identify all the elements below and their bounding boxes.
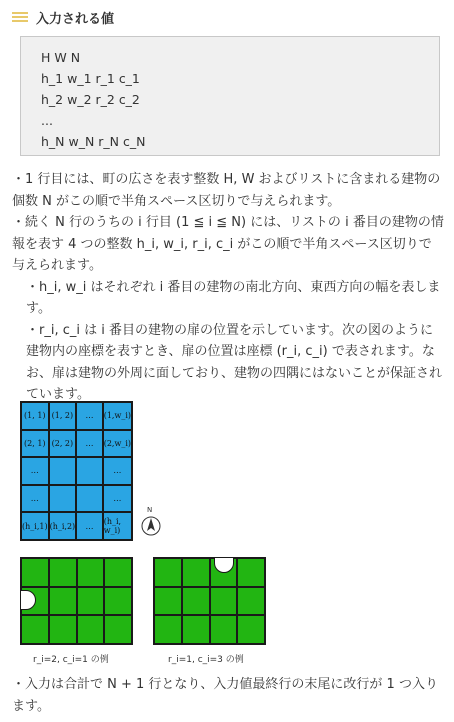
description-paragraph: ・h_i, w_i はそれぞれ i 番目の建物の南北方向、東西方向の幅を表します。 xyxy=(26,279,441,316)
grid-cell xyxy=(76,485,103,513)
grid-cell: … xyxy=(76,402,103,430)
grid-cell: (2,w_i) xyxy=(103,430,132,458)
compass-north-label: N xyxy=(147,506,153,514)
grid-cell xyxy=(77,615,105,644)
grid-cell xyxy=(182,587,210,616)
grid-cell: (h_i, w_i) xyxy=(103,512,132,540)
description-paragraph: ・1 行目には、町の広さを表す整数 H, W およびリストに含まれる建物の個数 N がこの順で半角スペース区切りで与えられます。 xyxy=(12,172,441,209)
list-lines-icon xyxy=(12,11,28,23)
grid-cell xyxy=(49,485,77,513)
grid-cell xyxy=(210,615,238,644)
grid-cell xyxy=(154,615,182,644)
format-line: h_2 w_2 r_2 c_2 xyxy=(41,92,140,107)
grid-cell: (1, 2) xyxy=(49,402,77,430)
grid-cell xyxy=(49,457,77,485)
grid-cell xyxy=(182,615,210,644)
grid-cell xyxy=(237,587,265,616)
grid-cell xyxy=(154,587,182,616)
format-line: ... xyxy=(41,113,53,128)
grid-cell: (1, 1) xyxy=(21,402,49,430)
grid-cell: … xyxy=(76,512,103,540)
format-line: h_N w_N r_N c_N xyxy=(41,134,146,149)
example-caption-left: r_i=2, c_i=1 の例 xyxy=(33,655,109,665)
grid-cell xyxy=(49,615,77,644)
grid-cell xyxy=(21,615,49,644)
example-grid-right xyxy=(153,557,266,645)
grid-cell xyxy=(49,587,77,616)
grid-cell xyxy=(237,615,265,644)
grid-cell xyxy=(210,587,238,616)
grid-cell: … xyxy=(76,430,103,458)
description xyxy=(12,169,444,406)
grid-cell xyxy=(49,558,77,587)
input-format-box xyxy=(20,36,440,156)
grid-cell xyxy=(104,615,132,644)
grid-cell: (h_i,2) xyxy=(49,512,77,540)
grid-cell xyxy=(154,558,182,587)
grid-cell xyxy=(76,457,103,485)
grid-cell xyxy=(104,587,132,616)
section-heading xyxy=(12,6,114,28)
grid-cell xyxy=(77,587,105,616)
grid-cell: (2, 1) xyxy=(21,430,49,458)
grid-cell xyxy=(237,558,265,587)
grid-cell: (1,w_i) xyxy=(103,402,132,430)
coordinate-grid-figure xyxy=(20,401,133,541)
format-line: H W N xyxy=(41,50,81,65)
footer-note: ・入力は合計で N + 1 行となり、入力値最終行の末尾に改行が 1 つ入ります。 xyxy=(12,677,438,714)
format-line: h_1 w_1 r_1 c_1 xyxy=(41,71,140,86)
example-caption-right: r_i=1, c_i=3 の例 xyxy=(168,655,244,665)
grid-cell: (2, 2) xyxy=(49,430,77,458)
grid-cell xyxy=(182,558,210,587)
description-paragraph: ・続く N 行のうちの i 行目 (1 ≦ i ≦ N) には、リストの i 番目の建物の情報を表す 4 つの整数 h_i, w_i, r_i, c_i がこの順で半角スペース区切りで与えられます。 xyxy=(12,215,444,273)
grid-cell xyxy=(77,558,105,587)
grid-cell: … xyxy=(21,485,49,513)
section-title: 入力される値 xyxy=(36,11,115,27)
grid-cell: … xyxy=(103,457,132,485)
example-grid-left xyxy=(20,557,133,645)
grid-cell xyxy=(21,558,49,587)
grid-cell: … xyxy=(103,485,132,513)
description-paragraph: ・r_i, c_i は i 番目の建物の扉の位置を示しています。次の図のように建物内の座標を表すとき、扉の位置は座標 (r_i, c_i) で表されます。なお、扉は建物の外周に面しており、建物の四隅にはないことが保証されています。 xyxy=(26,322,443,402)
compass-icon xyxy=(140,506,162,541)
grid-cell: (h_i,1) xyxy=(21,512,49,540)
grid-cell xyxy=(104,558,132,587)
grid-cell: … xyxy=(21,457,49,485)
